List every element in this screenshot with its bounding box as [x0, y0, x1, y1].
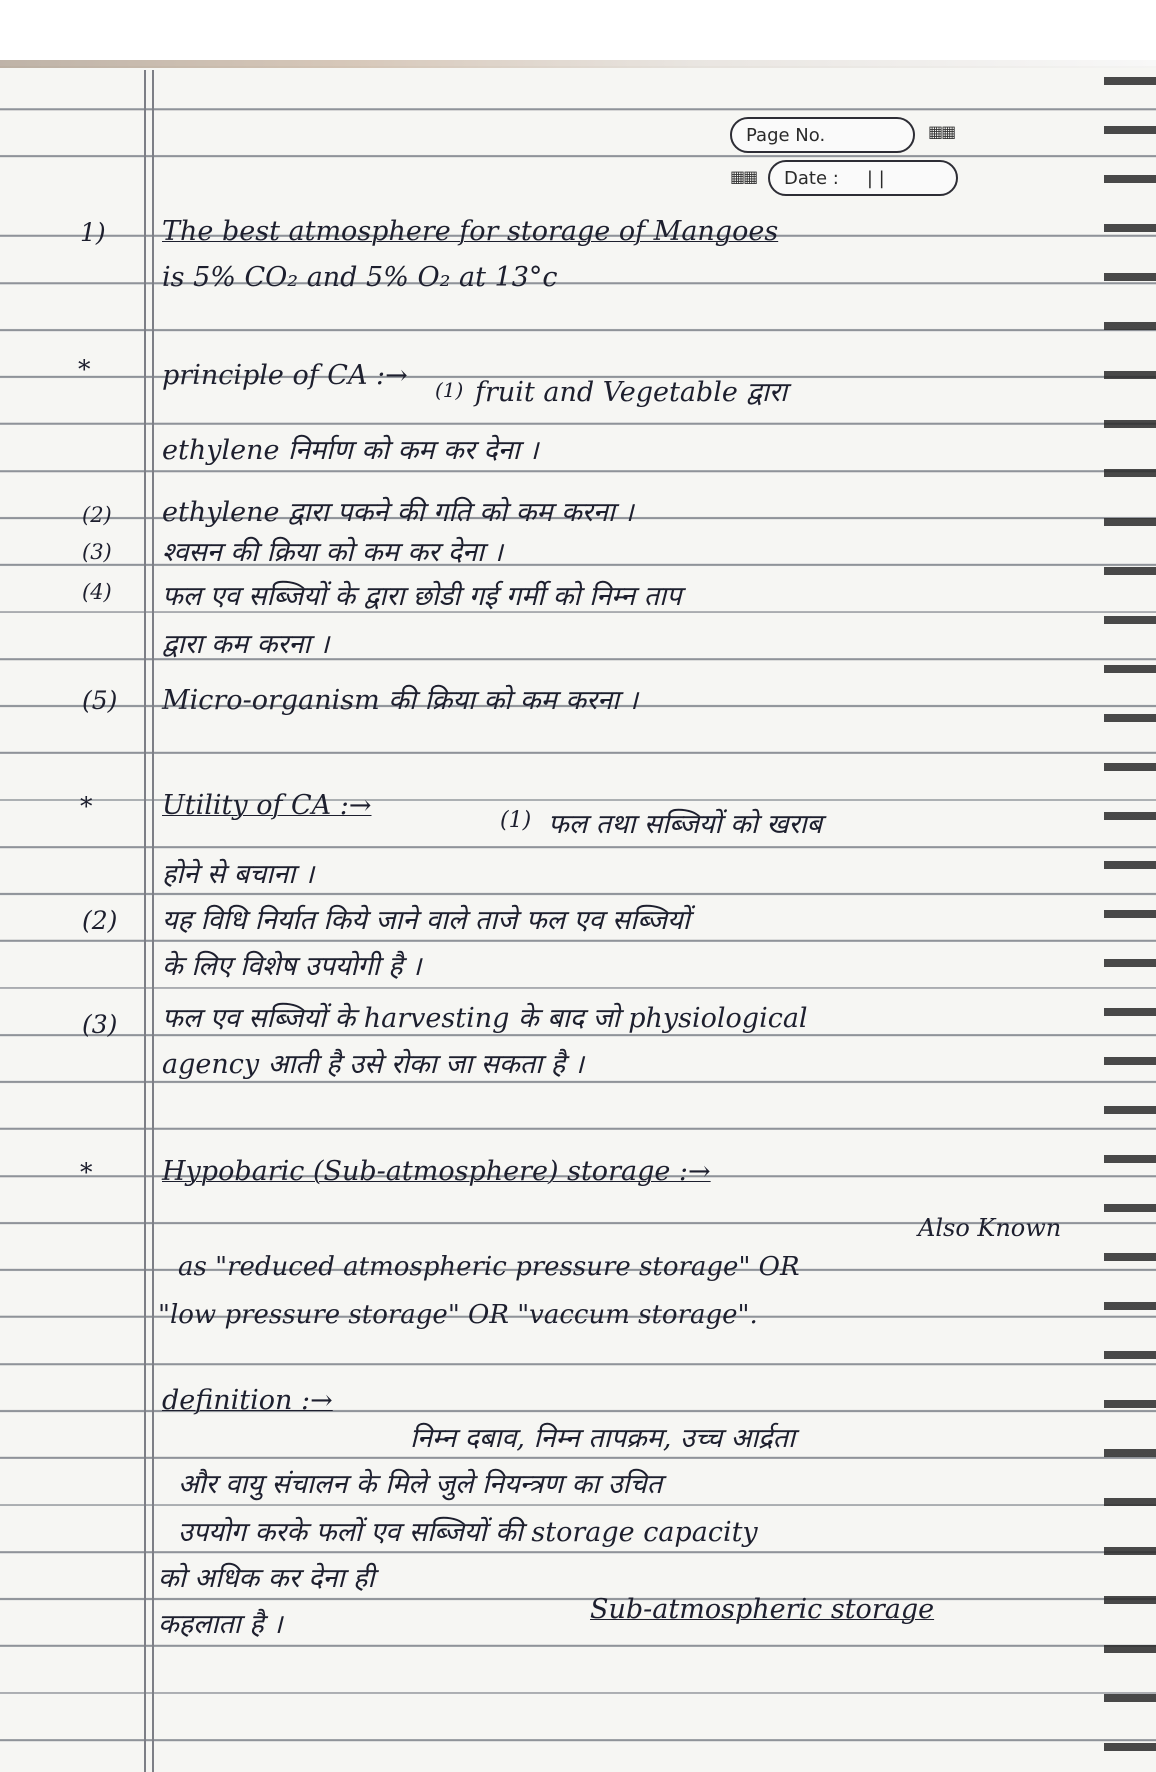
page-top-band [0, 0, 1156, 66]
utility-item-num: (1) [500, 808, 532, 833]
page-no-label: Page No. [746, 124, 826, 146]
utility-item: agency आती है उसे रोका जा सकता है । [162, 1049, 584, 1080]
definition-term: Sub-atmospheric storage [590, 1594, 935, 1625]
margin-line [144, 70, 146, 1772]
hypobaric-heading: Hypobaric (Sub-atmosphere) storage :→ [162, 1156, 711, 1187]
hypobaric-line1: as "reduced atmospheric pressure storage" OR [178, 1252, 800, 1282]
definition-line: और वायु संचालन के मिले जुले नियन्त्रण का उचित [178, 1469, 663, 1500]
section1-marker: 1) [80, 218, 106, 247]
definition-line: निम्न दबाव, निम्न तापक्रम, उच्च आर्द्रता [410, 1423, 795, 1454]
page-no-field [730, 117, 915, 153]
grid-icon: ▦▦ [928, 122, 955, 141]
section1-line2: is 5% CO₂ and 5% O₂ at 13°c [162, 262, 558, 293]
date-label: Date : [784, 167, 839, 189]
principle-marker: * [78, 355, 91, 384]
principle-item: fruit and Vegetable द्वारा [475, 377, 787, 408]
grid-icon: ▦▦ [730, 167, 757, 186]
principle-item: ethylene द्वारा पकने की गति को कम करना । [162, 497, 634, 528]
definition-line: को अधिक कर देना ही [158, 1563, 375, 1594]
hypobaric-marker: * [80, 1158, 93, 1187]
definition-closing: कहलाता है । [158, 1609, 283, 1640]
principle-item-num: (2) [82, 503, 112, 527]
margin-line [152, 70, 154, 1772]
utility-marker: * [80, 792, 93, 821]
principle-item-num: (3) [82, 540, 112, 564]
definition-label: definition :→ [162, 1385, 333, 1416]
utility-heading: Utility of CA :→ [162, 790, 372, 821]
utility-item-num: (3) [82, 1010, 118, 1039]
utility-item: फल तथा सब्जियों को खराब [548, 809, 822, 840]
utility-item: के लिए विशेष उपयोगी है । [162, 951, 422, 982]
definition-line: उपयोग करके फलों एव सब्जियों की storage capacity [178, 1517, 758, 1548]
hypobaric-also-known: Also Known [918, 1214, 1062, 1242]
date-field [768, 160, 958, 196]
spiral-binding [1104, 55, 1156, 1765]
utility-item: यह विधि निर्यात किये जाने वाले ताजे फल एव सब्जियों [162, 905, 690, 936]
utility-item: फल एव सब्जियों के harvesting के बाद जो physiological [162, 1003, 808, 1034]
page-date-box [730, 112, 960, 202]
principle-heading: principle of CA :→ [162, 360, 408, 391]
utility-item-num: (2) [82, 906, 118, 935]
date-value: | | [866, 167, 885, 189]
principle-item: फल एव सब्जियों के द्वारा छोडी गई गर्मी को निम्न ताप [162, 581, 682, 612]
hypobaric-line2: "low pressure storage" OR "vaccum storage". [158, 1300, 758, 1330]
utility-item: होने से बचाना । [162, 859, 315, 890]
principle-item-num: (4) [82, 580, 112, 604]
principle-item: Micro-organism की क्रिया को कम करना । [162, 685, 638, 716]
principle-item-num: (5) [82, 686, 118, 715]
principle-item: द्वारा कम करना । [162, 629, 330, 660]
section1-line1: The best atmosphere for storage of Mangoes [162, 216, 779, 247]
principle-item-num: (1) [435, 378, 464, 402]
principle-item: ethylene निर्माण को कम कर देना । [162, 435, 539, 466]
page-torn-edge [0, 60, 1156, 68]
principle-item: श्वसन की क्रिया को कम कर देना । [162, 537, 503, 568]
